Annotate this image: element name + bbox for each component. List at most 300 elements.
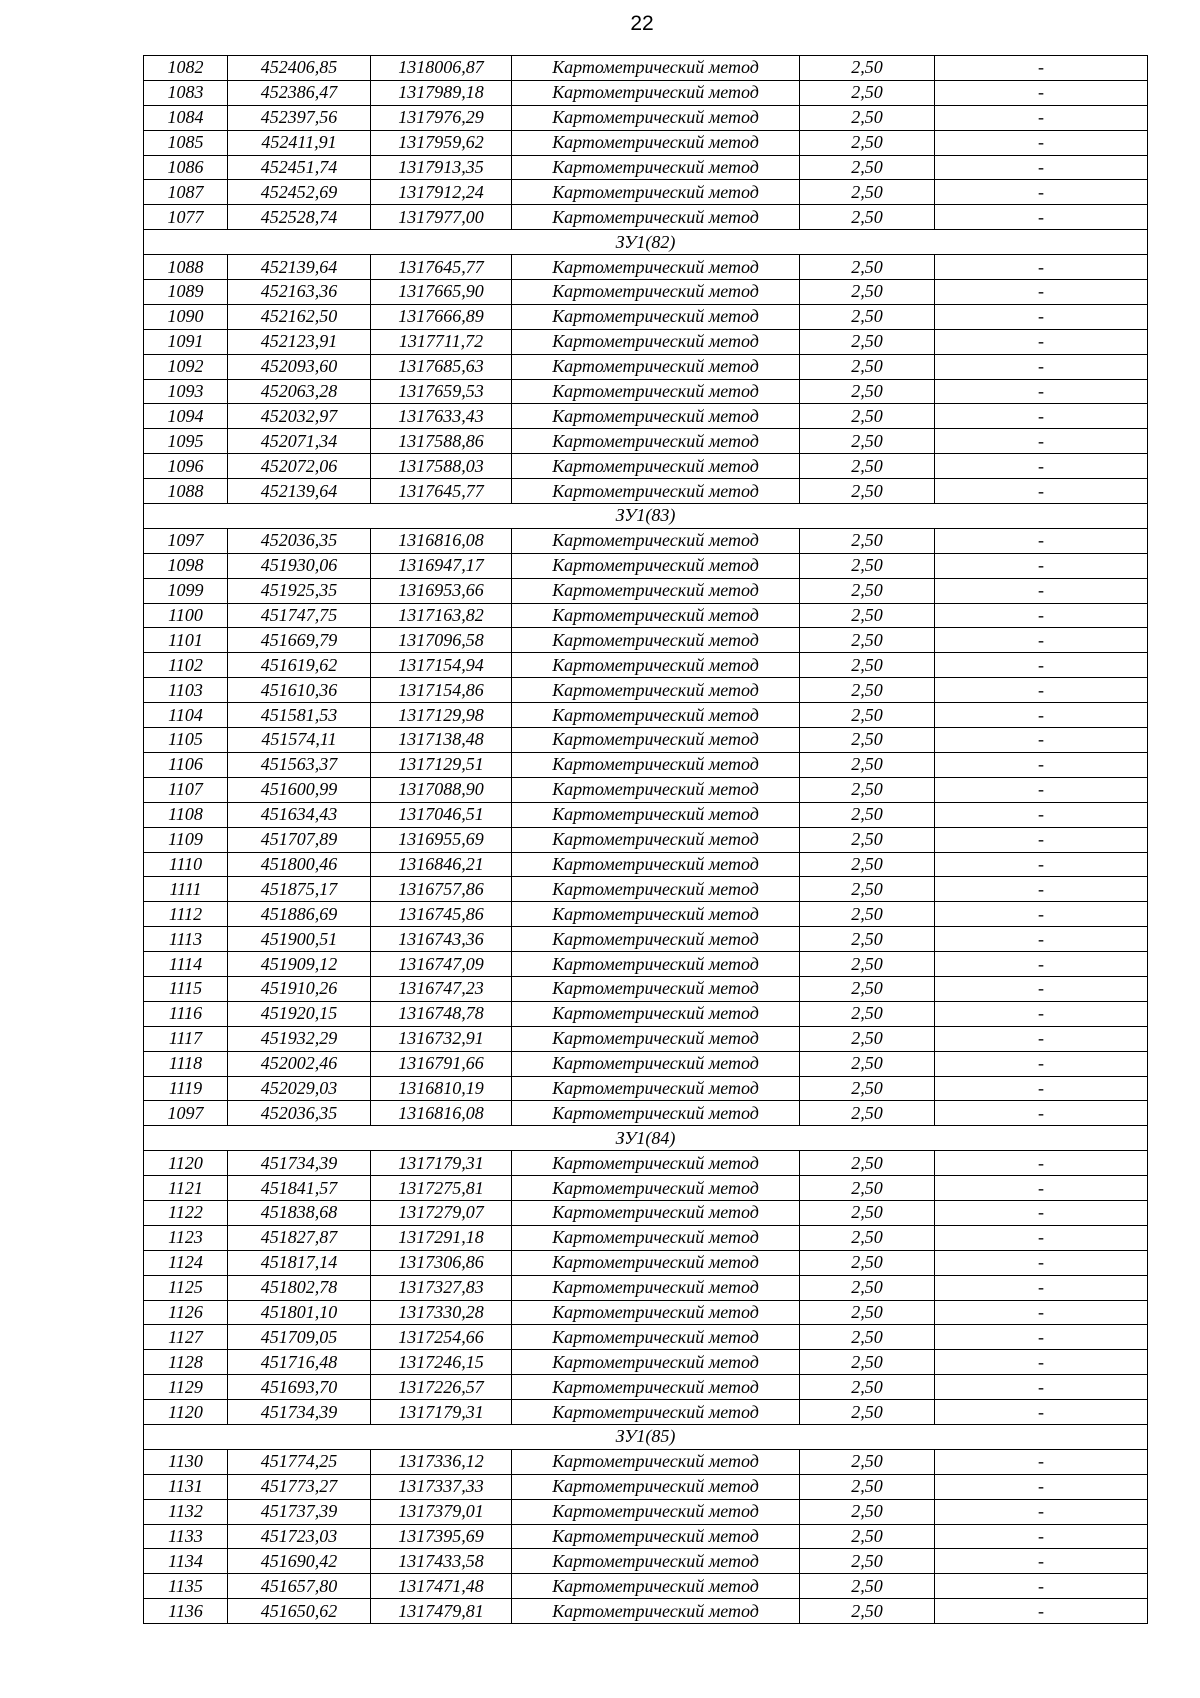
y-coordinate-cell: 1316816,08: [371, 1101, 512, 1126]
description-cell: -: [935, 553, 1148, 578]
accuracy-cell: 2,50: [800, 1599, 935, 1624]
table-row: [144, 952, 1148, 977]
x-coordinate-cell: 451737,39: [228, 1499, 371, 1524]
table-row: [144, 703, 1148, 728]
y-coordinate-cell: 1317336,12: [371, 1449, 512, 1474]
accuracy-cell: 2,50: [800, 155, 935, 180]
description-cell: -: [935, 280, 1148, 305]
x-coordinate-cell: 452139,64: [228, 255, 371, 280]
description-cell: -: [935, 653, 1148, 678]
point-number-cell: 1120: [144, 1400, 228, 1425]
method-cell: Картометрический метод: [512, 1001, 800, 1026]
accuracy-cell: 2,50: [800, 205, 935, 230]
y-coordinate-cell: 1317633,43: [371, 404, 512, 429]
description-cell: -: [935, 180, 1148, 205]
y-coordinate-cell: 1317179,31: [371, 1400, 512, 1425]
x-coordinate-cell: 452162,50: [228, 304, 371, 329]
description-cell: -: [935, 1101, 1148, 1126]
point-number-cell: 1088: [144, 479, 228, 504]
table-row: [144, 1449, 1148, 1474]
x-coordinate-cell: 451734,39: [228, 1151, 371, 1176]
x-coordinate-cell: 451910,26: [228, 976, 371, 1001]
x-coordinate-cell: 451634,43: [228, 802, 371, 827]
point-number-cell: 1084: [144, 105, 228, 130]
point-number-cell: 1100: [144, 603, 228, 628]
description-cell: -: [935, 976, 1148, 1001]
method-cell: Картометрический метод: [512, 603, 800, 628]
table-row: [144, 578, 1148, 603]
point-number-cell: 1114: [144, 952, 228, 977]
x-coordinate-cell: 451827,87: [228, 1225, 371, 1250]
method-cell: Картометрический метод: [512, 802, 800, 827]
y-coordinate-cell: 1316846,21: [371, 852, 512, 877]
table-row: [144, 56, 1148, 81]
x-coordinate-cell: 451669,79: [228, 628, 371, 653]
x-coordinate-cell: 451838,68: [228, 1200, 371, 1225]
description-cell: -: [935, 429, 1148, 454]
accuracy-cell: 2,50: [800, 180, 935, 205]
method-cell: Картометрический метод: [512, 1499, 800, 1524]
method-cell: Картометрический метод: [512, 1599, 800, 1624]
x-coordinate-cell: 451693,70: [228, 1375, 371, 1400]
point-number-cell: 1133: [144, 1524, 228, 1549]
accuracy-cell: 2,50: [800, 902, 935, 927]
method-cell: Картометрический метод: [512, 354, 800, 379]
point-number-cell: 1115: [144, 976, 228, 1001]
table-row: [144, 1225, 1148, 1250]
accuracy-cell: 2,50: [800, 678, 935, 703]
description-cell: -: [935, 703, 1148, 728]
x-coordinate-cell: 451690,42: [228, 1549, 371, 1574]
table-row: [144, 304, 1148, 329]
x-coordinate-cell: 451802,78: [228, 1275, 371, 1300]
table-row: [144, 553, 1148, 578]
description-cell: -: [935, 130, 1148, 155]
x-coordinate-cell: 452452,69: [228, 180, 371, 205]
description-cell: -: [935, 404, 1148, 429]
point-number-cell: 1091: [144, 329, 228, 354]
accuracy-cell: 2,50: [800, 1449, 935, 1474]
x-coordinate-cell: 451841,57: [228, 1176, 371, 1201]
x-coordinate-cell: 452139,64: [228, 479, 371, 504]
x-coordinate-cell: 451610,36: [228, 678, 371, 703]
y-coordinate-cell: 1316791,66: [371, 1051, 512, 1076]
table-row: [144, 603, 1148, 628]
y-coordinate-cell: 1317379,01: [371, 1499, 512, 1524]
x-coordinate-cell: 452072,06: [228, 454, 371, 479]
x-coordinate-cell: 451657,80: [228, 1574, 371, 1599]
y-coordinate-cell: 1317913,35: [371, 155, 512, 180]
method-cell: Картометрический метод: [512, 1151, 800, 1176]
description-cell: -: [935, 1275, 1148, 1300]
y-coordinate-cell: 1316743,36: [371, 927, 512, 952]
point-number-cell: 1130: [144, 1449, 228, 1474]
table-row: [144, 653, 1148, 678]
accuracy-cell: 2,50: [800, 1400, 935, 1425]
x-coordinate-cell: 451925,35: [228, 578, 371, 603]
y-coordinate-cell: 1317711,72: [371, 329, 512, 354]
accuracy-cell: 2,50: [800, 429, 935, 454]
accuracy-cell: 2,50: [800, 454, 935, 479]
x-coordinate-cell: 451920,15: [228, 1001, 371, 1026]
method-cell: Картометрический метод: [512, 479, 800, 504]
table-row: [144, 404, 1148, 429]
method-cell: Картометрический метод: [512, 205, 800, 230]
point-number-cell: 1120: [144, 1151, 228, 1176]
y-coordinate-cell: 1317327,83: [371, 1275, 512, 1300]
point-number-cell: 1134: [144, 1549, 228, 1574]
accuracy-cell: 2,50: [800, 603, 935, 628]
y-coordinate-cell: 1317046,51: [371, 802, 512, 827]
description-cell: -: [935, 752, 1148, 777]
method-cell: Картометрический метод: [512, 578, 800, 603]
point-number-cell: 1113: [144, 927, 228, 952]
accuracy-cell: 2,50: [800, 976, 935, 1001]
point-number-cell: 1122: [144, 1200, 228, 1225]
accuracy-cell: 2,50: [800, 653, 935, 678]
y-coordinate-cell: 1317395,69: [371, 1524, 512, 1549]
point-number-cell: 1117: [144, 1026, 228, 1051]
description-cell: -: [935, 877, 1148, 902]
y-coordinate-cell: 1317665,90: [371, 280, 512, 305]
table-row: [144, 1350, 1148, 1375]
point-number-cell: 1111: [144, 877, 228, 902]
description-cell: -: [935, 1350, 1148, 1375]
description-cell: -: [935, 80, 1148, 105]
table-row: [144, 1275, 1148, 1300]
table-row: [144, 802, 1148, 827]
y-coordinate-cell: 1317685,63: [371, 354, 512, 379]
table-row: [144, 628, 1148, 653]
description-cell: -: [935, 354, 1148, 379]
method-cell: Картометрический метод: [512, 852, 800, 877]
method-cell: Картометрический метод: [512, 1375, 800, 1400]
accuracy-cell: 2,50: [800, 304, 935, 329]
y-coordinate-cell: 1317959,62: [371, 130, 512, 155]
point-number-cell: 1112: [144, 902, 228, 927]
point-number-cell: 1098: [144, 553, 228, 578]
point-number-cell: 1126: [144, 1300, 228, 1325]
accuracy-cell: 2,50: [800, 56, 935, 81]
accuracy-cell: 2,50: [800, 1574, 935, 1599]
accuracy-cell: 2,50: [800, 802, 935, 827]
x-coordinate-cell: 452451,74: [228, 155, 371, 180]
y-coordinate-cell: 1317433,58: [371, 1549, 512, 1574]
y-coordinate-cell: 1317279,07: [371, 1200, 512, 1225]
y-coordinate-cell: 1317163,82: [371, 603, 512, 628]
y-coordinate-cell: 1317179,31: [371, 1151, 512, 1176]
description-cell: -: [935, 777, 1148, 802]
point-number-cell: 1123: [144, 1225, 228, 1250]
accuracy-cell: 2,50: [800, 1499, 935, 1524]
method-cell: Картометрический метод: [512, 1300, 800, 1325]
accuracy-cell: 2,50: [800, 1001, 935, 1026]
method-cell: Картометрический метод: [512, 976, 800, 1001]
description-cell: -: [935, 603, 1148, 628]
description-cell: -: [935, 802, 1148, 827]
x-coordinate-cell: 451773,27: [228, 1474, 371, 1499]
description-cell: -: [935, 728, 1148, 753]
description-cell: -: [935, 454, 1148, 479]
x-coordinate-cell: 451886,69: [228, 902, 371, 927]
table-row: [144, 329, 1148, 354]
description-cell: -: [935, 1151, 1148, 1176]
method-cell: Картометрический метод: [512, 902, 800, 927]
section-title: ЗУ1(83): [144, 504, 1148, 529]
method-cell: Картометрический метод: [512, 827, 800, 852]
accuracy-cell: 2,50: [800, 1026, 935, 1051]
table-row: [144, 1200, 1148, 1225]
method-cell: Картометрический метод: [512, 1574, 800, 1599]
description-cell: -: [935, 1325, 1148, 1350]
x-coordinate-cell: 451574,11: [228, 728, 371, 753]
page-number: 22: [630, 12, 654, 35]
table-row: [144, 205, 1148, 230]
x-coordinate-cell: 452029,03: [228, 1076, 371, 1101]
accuracy-cell: 2,50: [800, 1250, 935, 1275]
section-header-row: [144, 230, 1148, 255]
description-cell: -: [935, 329, 1148, 354]
description-cell: -: [935, 902, 1148, 927]
method-cell: Картометрический метод: [512, 155, 800, 180]
method-cell: Картометрический метод: [512, 1275, 800, 1300]
accuracy-cell: 2,50: [800, 728, 935, 753]
accuracy-cell: 2,50: [800, 130, 935, 155]
section-title: ЗУ1(84): [144, 1126, 1148, 1151]
description-cell: -: [935, 1400, 1148, 1425]
section-header-row: [144, 504, 1148, 529]
accuracy-cell: 2,50: [800, 553, 935, 578]
description-cell: -: [935, 827, 1148, 852]
accuracy-cell: 2,50: [800, 404, 935, 429]
table-row: [144, 105, 1148, 130]
accuracy-cell: 2,50: [800, 827, 935, 852]
point-number-cell: 1101: [144, 628, 228, 653]
table-row: [144, 130, 1148, 155]
point-number-cell: 1086: [144, 155, 228, 180]
x-coordinate-cell: 452036,35: [228, 1101, 371, 1126]
y-coordinate-cell: 1317275,81: [371, 1176, 512, 1201]
description-cell: -: [935, 255, 1148, 280]
description-cell: -: [935, 1375, 1148, 1400]
y-coordinate-cell: 1316953,66: [371, 578, 512, 603]
x-coordinate-cell: 452386,47: [228, 80, 371, 105]
method-cell: Картометрический метод: [512, 280, 800, 305]
description-cell: -: [935, 528, 1148, 553]
table-row: [144, 354, 1148, 379]
description-cell: -: [935, 578, 1148, 603]
point-number-cell: 1094: [144, 404, 228, 429]
point-number-cell: 1097: [144, 1101, 228, 1126]
x-coordinate-cell: 452063,28: [228, 379, 371, 404]
accuracy-cell: 2,50: [800, 80, 935, 105]
table-row: [144, 728, 1148, 753]
point-number-cell: 1132: [144, 1499, 228, 1524]
accuracy-cell: 2,50: [800, 1200, 935, 1225]
y-coordinate-cell: 1316757,86: [371, 877, 512, 902]
method-cell: Картометрический метод: [512, 728, 800, 753]
method-cell: Картометрический метод: [512, 1325, 800, 1350]
accuracy-cell: 2,50: [800, 927, 935, 952]
table-row: [144, 1300, 1148, 1325]
description-cell: -: [935, 1574, 1148, 1599]
x-coordinate-cell: 451723,03: [228, 1524, 371, 1549]
y-coordinate-cell: 1317645,77: [371, 479, 512, 504]
point-number-cell: 1128: [144, 1350, 228, 1375]
table-row: [144, 877, 1148, 902]
point-number-cell: 1082: [144, 56, 228, 81]
accuracy-cell: 2,50: [800, 528, 935, 553]
table-row: [144, 1599, 1148, 1624]
description-cell: -: [935, 628, 1148, 653]
y-coordinate-cell: 1316955,69: [371, 827, 512, 852]
description-cell: -: [935, 1250, 1148, 1275]
accuracy-cell: 2,50: [800, 1375, 935, 1400]
accuracy-cell: 2,50: [800, 1524, 935, 1549]
point-number-cell: 1105: [144, 728, 228, 753]
y-coordinate-cell: 1317659,53: [371, 379, 512, 404]
x-coordinate-cell: 451909,12: [228, 952, 371, 977]
point-number-cell: 1102: [144, 653, 228, 678]
section-title: ЗУ1(82): [144, 230, 1148, 255]
y-coordinate-cell: 1317666,89: [371, 304, 512, 329]
y-coordinate-cell: 1316732,91: [371, 1026, 512, 1051]
section-header-row: [144, 1424, 1148, 1449]
point-number-cell: 1125: [144, 1275, 228, 1300]
description-cell: -: [935, 1474, 1148, 1499]
method-cell: Картометрический метод: [512, 304, 800, 329]
y-coordinate-cell: 1317246,15: [371, 1350, 512, 1375]
table-row: [144, 1250, 1148, 1275]
accuracy-cell: 2,50: [800, 578, 935, 603]
x-coordinate-cell: 451875,17: [228, 877, 371, 902]
table-row: [144, 1474, 1148, 1499]
x-coordinate-cell: 452002,46: [228, 1051, 371, 1076]
point-number-cell: 1106: [144, 752, 228, 777]
accuracy-cell: 2,50: [800, 628, 935, 653]
method-cell: Картометрический метод: [512, 429, 800, 454]
description-cell: -: [935, 379, 1148, 404]
method-cell: Картометрический метод: [512, 1200, 800, 1225]
accuracy-cell: 2,50: [800, 479, 935, 504]
accuracy-cell: 2,50: [800, 852, 935, 877]
table-row: [144, 379, 1148, 404]
point-number-cell: 1108: [144, 802, 228, 827]
x-coordinate-cell: 452123,91: [228, 329, 371, 354]
method-cell: Картометрический метод: [512, 105, 800, 130]
y-coordinate-cell: 1317096,58: [371, 628, 512, 653]
point-number-cell: 1090: [144, 304, 228, 329]
method-cell: Картометрический метод: [512, 255, 800, 280]
coordinates-table-body: [144, 56, 1148, 1624]
method-cell: Картометрический метод: [512, 454, 800, 479]
y-coordinate-cell: 1317254,66: [371, 1325, 512, 1350]
y-coordinate-cell: 1317129,51: [371, 752, 512, 777]
accuracy-cell: 2,50: [800, 877, 935, 902]
point-number-cell: 1096: [144, 454, 228, 479]
point-number-cell: 1110: [144, 852, 228, 877]
x-coordinate-cell: 452528,74: [228, 205, 371, 230]
point-number-cell: 1118: [144, 1051, 228, 1076]
point-number-cell: 1136: [144, 1599, 228, 1624]
point-number-cell: 1083: [144, 80, 228, 105]
table-row: [144, 528, 1148, 553]
y-coordinate-cell: 1317471,48: [371, 1574, 512, 1599]
description-cell: -: [935, 479, 1148, 504]
description-cell: -: [935, 1549, 1148, 1574]
accuracy-cell: 2,50: [800, 1474, 935, 1499]
point-number-cell: 1104: [144, 703, 228, 728]
method-cell: Картометрический метод: [512, 1076, 800, 1101]
description-cell: -: [935, 105, 1148, 130]
method-cell: Картометрический метод: [512, 130, 800, 155]
x-coordinate-cell: 451817,14: [228, 1250, 371, 1275]
table-row: [144, 454, 1148, 479]
description-cell: -: [935, 1076, 1148, 1101]
accuracy-cell: 2,50: [800, 1101, 935, 1126]
accuracy-cell: 2,50: [800, 1225, 935, 1250]
point-number-cell: 1087: [144, 180, 228, 205]
y-coordinate-cell: 1317337,33: [371, 1474, 512, 1499]
method-cell: Картометрический метод: [512, 329, 800, 354]
description-cell: -: [935, 1524, 1148, 1549]
table-row: [144, 1400, 1148, 1425]
x-coordinate-cell: 451600,99: [228, 777, 371, 802]
table-row: [144, 1151, 1148, 1176]
y-coordinate-cell: 1317479,81: [371, 1599, 512, 1624]
y-coordinate-cell: 1317989,18: [371, 80, 512, 105]
x-coordinate-cell: 451734,39: [228, 1400, 371, 1425]
method-cell: Картометрический метод: [512, 180, 800, 205]
description-cell: -: [935, 1176, 1148, 1201]
accuracy-cell: 2,50: [800, 952, 935, 977]
description-cell: -: [935, 678, 1148, 703]
x-coordinate-cell: 451709,05: [228, 1325, 371, 1350]
table-row: [144, 1101, 1148, 1126]
point-number-cell: 1092: [144, 354, 228, 379]
table-row: [144, 1076, 1148, 1101]
point-number-cell: 1088: [144, 255, 228, 280]
table-row: [144, 752, 1148, 777]
table-row: [144, 80, 1148, 105]
accuracy-cell: 2,50: [800, 1051, 935, 1076]
description-cell: -: [935, 1499, 1148, 1524]
point-number-cell: 1107: [144, 777, 228, 802]
method-cell: Картометрический метод: [512, 1225, 800, 1250]
method-cell: Картометрический метод: [512, 927, 800, 952]
method-cell: Картометрический метод: [512, 1350, 800, 1375]
table-row: [144, 976, 1148, 1001]
y-coordinate-cell: 1317912,24: [371, 180, 512, 205]
y-coordinate-cell: 1317129,98: [371, 703, 512, 728]
description-cell: -: [935, 1026, 1148, 1051]
x-coordinate-cell: 451774,25: [228, 1449, 371, 1474]
point-number-cell: 1129: [144, 1375, 228, 1400]
y-coordinate-cell: 1316810,19: [371, 1076, 512, 1101]
y-coordinate-cell: 1317138,48: [371, 728, 512, 753]
point-number-cell: 1095: [144, 429, 228, 454]
method-cell: Картометрический метод: [512, 678, 800, 703]
description-cell: -: [935, 1599, 1148, 1624]
accuracy-cell: 2,50: [800, 752, 935, 777]
section-header-row: [144, 1126, 1148, 1151]
y-coordinate-cell: 1317977,00: [371, 205, 512, 230]
table-row: [144, 1001, 1148, 1026]
point-number-cell: 1124: [144, 1250, 228, 1275]
accuracy-cell: 2,50: [800, 354, 935, 379]
accuracy-cell: 2,50: [800, 1176, 935, 1201]
method-cell: Картометрический метод: [512, 1449, 800, 1474]
